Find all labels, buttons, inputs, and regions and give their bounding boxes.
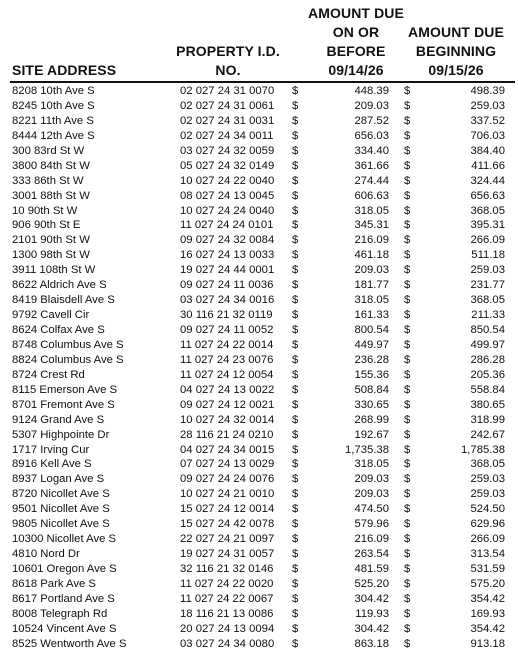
- amount-due-before-cell: 525.20: [354, 577, 389, 590]
- amount-due-before-cell: 304.42: [354, 622, 389, 635]
- site-address-cell: 8444 12th Ave S: [12, 129, 95, 142]
- amount-due-after-cell: 913.18: [470, 637, 505, 650]
- site-address-cell: 9124 Grand Ave S: [12, 413, 105, 426]
- amount-due-before-cell: 304.42: [354, 592, 389, 605]
- amount-due-after-header-line-2: BEGINNING: [415, 43, 497, 59]
- amount-due-after-cell: 395.31: [470, 219, 505, 232]
- amount-due-after-cell: 266.09: [470, 533, 505, 546]
- property-id-cell: 04 027 24 34 0015: [180, 443, 275, 456]
- amount-due-before-cell: 448.39: [354, 85, 389, 97]
- property-id-cell: 10 027 24 32 0014: [180, 413, 275, 426]
- property-id-cell: 02 027 24 31 0031: [180, 114, 275, 127]
- property-id-header-line-1: PROPERTY I.D.: [176, 43, 280, 59]
- amount-due-before-cell: 330.65: [354, 398, 389, 411]
- amount-due-before-cell: 236.28: [354, 353, 389, 366]
- property-id-cell: 11 027 24 22 0067: [180, 592, 274, 605]
- currency-symbol: $: [292, 309, 299, 322]
- currency-symbol: $: [404, 518, 411, 531]
- site-address-cell: 3800 84th St W: [12, 159, 90, 172]
- amount-due-before-cell: 345.31: [354, 219, 389, 232]
- property-id-cell: 10 027 24 24 0040: [180, 204, 275, 217]
- table-row: [0, 413, 518, 428]
- amount-due-after-cell: 380.65: [470, 398, 505, 411]
- site-address-cell: 10 90th St W: [12, 204, 78, 217]
- currency-symbol: $: [404, 144, 411, 157]
- property-id-cell: 11 027 24 24 0101: [180, 219, 274, 232]
- table-row: [0, 218, 518, 233]
- currency-symbol: $: [292, 144, 299, 157]
- table-row: [0, 502, 518, 517]
- currency-symbol: $: [292, 548, 299, 561]
- table-row: [0, 174, 518, 189]
- table-row: [0, 547, 518, 562]
- currency-symbol: $: [404, 533, 411, 546]
- amount-due-before-cell: 606.63: [354, 189, 389, 202]
- amount-due-after-cell: 558.84: [470, 383, 505, 396]
- property-id-cell: 19 027 24 31 0057: [180, 548, 275, 561]
- table-row: [0, 457, 518, 472]
- amount-due-before-cell: 192.67: [354, 428, 389, 441]
- amount-due-before-header-line-2: ON OR: [332, 24, 380, 40]
- table-row: [0, 353, 518, 368]
- table-row: [0, 263, 518, 278]
- amount-due-before-cell: 287.52: [354, 114, 389, 127]
- amount-due-after-cell: 231.77: [470, 279, 505, 292]
- currency-symbol: $: [404, 234, 411, 247]
- amount-due-before-cell: 209.03: [354, 264, 389, 277]
- amount-due-before-cell: 508.84: [354, 383, 389, 396]
- currency-symbol: $: [292, 219, 299, 232]
- property-id-cell: 08 027 24 13 0045: [180, 189, 275, 202]
- table-row: [0, 532, 518, 547]
- amount-due-before-cell: 209.03: [354, 473, 389, 486]
- currency-symbol: $: [292, 368, 299, 381]
- currency-symbol: $: [292, 637, 299, 650]
- property-id-cell: 02 027 24 34 0011: [180, 129, 274, 142]
- amount-due-before-header-line-4: 09/14/26: [328, 62, 384, 78]
- amount-due-after-cell: 354.42: [470, 622, 505, 635]
- currency-symbol: $: [292, 428, 299, 441]
- table-row: [0, 293, 518, 308]
- table-row: [0, 338, 518, 353]
- currency-symbol: $: [292, 264, 299, 277]
- site-address-cell: 300 83rd St W: [12, 144, 85, 157]
- amount-due-after-cell: 354.42: [470, 592, 505, 605]
- property-id-cell: 28 116 21 24 0210: [180, 428, 274, 441]
- amount-due-before-cell: 318.05: [354, 458, 389, 471]
- site-address-cell: 10601 Oregon Ave S: [12, 563, 117, 575]
- site-address-cell: 4810 Nord Dr: [12, 548, 80, 561]
- currency-symbol: $: [404, 219, 411, 232]
- currency-symbol: $: [404, 353, 411, 366]
- currency-symbol: $: [292, 592, 299, 605]
- currency-symbol: $: [404, 488, 411, 501]
- currency-symbol: $: [404, 428, 411, 441]
- amount-due-after-cell: 384.40: [470, 144, 505, 157]
- currency-symbol: $: [292, 174, 299, 187]
- property-id-cell: 11 027 24 23 0076: [180, 353, 274, 366]
- amount-due-before-cell: 263.54: [354, 548, 389, 561]
- currency-symbol: $: [292, 353, 299, 366]
- currency-symbol: $: [404, 264, 411, 277]
- currency-symbol: $: [292, 189, 299, 202]
- header-divider: [10, 81, 515, 83]
- amount-due-before-header-line-1: AMOUNT DUE: [308, 5, 404, 21]
- property-id-cell: 11 027 24 22 0020: [180, 577, 274, 590]
- amount-due-after-cell: 1,785.38: [461, 443, 505, 456]
- property-id-cell: 09 027 24 32 0084: [180, 234, 275, 247]
- amount-due-after-header-line-3: 09/15/26: [428, 62, 484, 78]
- site-address-cell: 10300 Nicollet Ave S: [12, 533, 117, 546]
- property-id-cell: 02 027 24 31 0061: [180, 99, 275, 112]
- currency-symbol: $: [292, 204, 299, 217]
- currency-symbol: $: [404, 398, 411, 411]
- currency-symbol: $: [404, 85, 411, 97]
- currency-symbol: $: [404, 204, 411, 217]
- site-address-cell: 1300 98th St W: [12, 249, 90, 262]
- currency-symbol: $: [292, 85, 299, 97]
- currency-symbol: $: [292, 413, 299, 426]
- currency-symbol: $: [292, 129, 299, 142]
- table-row: [0, 562, 518, 577]
- amount-due-after-cell: 368.05: [470, 294, 505, 307]
- table-row: [0, 84, 518, 99]
- table-row: [0, 323, 518, 338]
- site-address-cell: 9792 Cavell Cir: [12, 309, 90, 322]
- amount-due-after-cell: 629.96: [470, 518, 505, 531]
- amount-due-after-cell: 324.44: [470, 174, 505, 187]
- currency-symbol: $: [404, 324, 411, 336]
- site-address-cell: 8916 Kell Ave S: [12, 458, 92, 471]
- currency-symbol: $: [292, 458, 299, 471]
- currency-symbol: $: [292, 607, 299, 620]
- property-id-cell: 10 027 24 22 0040: [180, 174, 275, 187]
- currency-symbol: $: [292, 324, 299, 336]
- amount-due-after-cell: 318.99: [470, 413, 505, 426]
- currency-symbol: $: [292, 159, 299, 172]
- amount-due-after-cell: 259.03: [470, 99, 505, 112]
- property-id-cell: 32 116 21 32 0146: [180, 563, 274, 575]
- currency-symbol: $: [292, 443, 299, 456]
- property-id-cell: 22 027 24 21 0097: [180, 533, 275, 546]
- table-row: [0, 607, 518, 622]
- currency-symbol: $: [404, 159, 411, 172]
- table-row: [0, 383, 518, 398]
- table-header: [0, 0, 518, 82]
- currency-symbol: $: [404, 174, 411, 187]
- amount-due-before-cell: 209.03: [354, 99, 389, 112]
- amount-due-after-cell: 242.67: [470, 428, 505, 441]
- table-row: [0, 577, 518, 592]
- amount-due-after-cell: 259.03: [470, 473, 505, 486]
- amount-due-after-cell: 259.03: [470, 488, 505, 501]
- property-table-body: [0, 84, 518, 652]
- amount-due-before-cell: 161.33: [354, 309, 389, 322]
- table-row: [0, 159, 518, 174]
- site-address-cell: 8617 Portland Ave S: [12, 592, 115, 605]
- site-address-cell: 3911 108th St W: [12, 264, 96, 277]
- amount-due-after-cell: 531.59: [470, 563, 505, 575]
- amount-due-after-cell: 266.09: [470, 234, 505, 247]
- site-address-cell: 8824 Columbus Ave S: [12, 353, 124, 366]
- amount-due-before-cell: 216.09: [354, 234, 389, 247]
- currency-symbol: $: [292, 518, 299, 531]
- table-row: [0, 443, 518, 458]
- site-address-cell: 8937 Logan Ave S: [12, 473, 105, 486]
- property-id-cell: 30 116 21 32 0119: [180, 309, 273, 322]
- currency-symbol: $: [292, 338, 299, 351]
- amount-due-before-cell: 1,735.38: [345, 443, 389, 456]
- currency-symbol: $: [404, 413, 411, 426]
- table-row: [0, 189, 518, 204]
- table-row: [0, 278, 518, 293]
- amount-due-after-header: [396, 23, 516, 80]
- property-id-cell: 19 027 24 44 0001: [180, 264, 275, 277]
- currency-symbol: $: [292, 114, 299, 127]
- currency-symbol: $: [404, 294, 411, 307]
- currency-symbol: $: [404, 622, 411, 635]
- property-id-header: [166, 42, 290, 80]
- site-address-cell: 8245 10th Ave S: [12, 99, 95, 112]
- currency-symbol: $: [404, 368, 411, 381]
- site-address-cell: 2101 90th St W: [12, 234, 90, 247]
- amount-due-before-cell: 863.18: [354, 637, 389, 650]
- property-id-cell: 07 027 24 13 0029: [180, 458, 275, 471]
- amount-due-before-cell: 119.93: [355, 607, 389, 620]
- site-address-cell: 8208 10th Ave S: [12, 85, 95, 97]
- property-id-cell: 18 116 21 13 0086: [180, 607, 274, 620]
- table-row: [0, 368, 518, 383]
- table-row: [0, 428, 518, 443]
- site-address-cell: 8419 Blaisdell Ave S: [12, 294, 115, 307]
- table-row: [0, 129, 518, 144]
- site-address-cell: 8115 Emerson Ave S: [12, 383, 118, 396]
- amount-due-before-cell: 318.05: [354, 294, 389, 307]
- amount-due-after-cell: 511.18: [471, 249, 505, 262]
- amount-due-before-cell: 800.54: [354, 324, 389, 336]
- amount-due-after-cell: 337.52: [470, 114, 505, 127]
- table-row: [0, 592, 518, 607]
- amount-due-before-cell: 449.97: [354, 338, 389, 351]
- table-row: [0, 248, 518, 263]
- property-id-cell: 09 027 24 12 0021: [180, 398, 275, 411]
- property-id-cell: 02 027 24 31 0070: [180, 85, 275, 97]
- table-row: [0, 622, 518, 637]
- currency-symbol: $: [404, 592, 411, 605]
- table-row: [0, 637, 518, 652]
- table-row: [0, 487, 518, 502]
- table-row: [0, 517, 518, 532]
- amount-due-after-cell: 575.20: [470, 577, 505, 590]
- amount-due-after-cell: 368.05: [470, 204, 505, 217]
- site-address-header-line: SITE ADDRESS: [12, 62, 117, 78]
- property-id-cell: 03 027 24 34 0080: [180, 637, 275, 650]
- currency-symbol: $: [292, 398, 299, 411]
- currency-symbol: $: [404, 309, 411, 322]
- currency-symbol: $: [404, 99, 411, 112]
- table-row: [0, 308, 518, 323]
- site-address-cell: 8624 Colfax Ave S: [12, 324, 105, 336]
- amount-due-before-cell: 361.66: [354, 159, 389, 172]
- site-address-cell: 1717 Irving Cur: [12, 443, 90, 456]
- currency-symbol: $: [404, 189, 411, 202]
- amount-due-before-cell: 216.09: [354, 533, 389, 546]
- amount-due-after-cell: 205.36: [470, 368, 505, 381]
- amount-due-after-cell: 498.39: [470, 85, 505, 97]
- property-id-cell: 05 027 24 32 0149: [180, 159, 275, 172]
- property-id-cell: 09 027 24 11 0052: [180, 324, 274, 336]
- property-id-cell: 03 027 24 34 0016: [180, 294, 275, 307]
- amount-due-before-cell: 318.05: [354, 204, 389, 217]
- property-id-cell: 04 027 24 13 0022: [180, 383, 275, 396]
- currency-symbol: $: [404, 383, 411, 396]
- currency-symbol: $: [404, 503, 411, 516]
- currency-symbol: $: [404, 443, 411, 456]
- site-address-cell: 8748 Columbus Ave S: [12, 338, 124, 351]
- currency-symbol: $: [292, 473, 299, 486]
- site-address-header: [12, 61, 116, 80]
- currency-symbol: $: [292, 577, 299, 590]
- amount-due-after-cell: 706.03: [470, 129, 505, 142]
- amount-due-before-cell: 656.03: [354, 129, 389, 142]
- amount-due-before-cell: 155.36: [354, 368, 389, 381]
- currency-symbol: $: [404, 473, 411, 486]
- site-address-cell: 8008 Telegraph Rd: [12, 607, 108, 620]
- property-id-cell: 09 027 24 11 0036: [180, 279, 274, 292]
- amount-due-after-cell: 411.66: [471, 159, 505, 172]
- currency-symbol: $: [292, 563, 299, 575]
- property-id-header-line-2: NO.: [215, 62, 241, 78]
- currency-symbol: $: [404, 607, 411, 620]
- amount-due-before-cell: 474.50: [354, 503, 389, 516]
- amount-due-before-cell: 268.99: [354, 413, 389, 426]
- currency-symbol: $: [404, 458, 411, 471]
- site-address-cell: 8221 11th Ave S: [12, 114, 94, 127]
- site-address-cell: 8618 Park Ave S: [12, 577, 96, 590]
- site-address-cell: 333 86th St W: [12, 174, 84, 187]
- property-id-cell: 15 027 24 12 0014: [180, 503, 275, 516]
- currency-symbol: $: [292, 488, 299, 501]
- table-row: [0, 233, 518, 248]
- property-id-cell: 11 027 24 22 0014: [180, 338, 274, 351]
- site-address-cell: 5307 Highpointe Dr: [12, 428, 110, 441]
- amount-due-before-cell: 461.18: [354, 249, 389, 262]
- amount-due-after-cell: 169.93: [470, 607, 505, 620]
- currency-symbol: $: [404, 563, 411, 575]
- amount-due-before-cell: 209.03: [354, 488, 389, 501]
- currency-symbol: $: [404, 548, 411, 561]
- table-row: [0, 398, 518, 413]
- currency-symbol: $: [292, 533, 299, 546]
- site-address-cell: 8622 Aldrich Ave S: [12, 279, 107, 292]
- property-id-cell: 11 027 24 12 0054: [180, 368, 274, 381]
- site-address-cell: 3001 88th St W: [12, 189, 90, 202]
- currency-symbol: $: [292, 279, 299, 292]
- site-address-cell: 8720 Nicollet Ave S: [12, 488, 110, 501]
- currency-symbol: $: [404, 338, 411, 351]
- amount-due-before-cell: 181.77: [354, 279, 389, 292]
- currency-symbol: $: [292, 249, 299, 262]
- currency-symbol: $: [404, 577, 411, 590]
- amount-due-after-cell: 259.03: [470, 264, 505, 277]
- site-address-cell: 10524 Vincent Ave S: [12, 622, 117, 635]
- amount-due-after-cell: 656.63: [470, 189, 505, 202]
- property-id-cell: 10 027 24 21 0010: [180, 488, 275, 501]
- amount-due-after-cell: 286.28: [470, 353, 505, 366]
- table-row: [0, 114, 518, 129]
- site-address-cell: 9805 Nicollet Ave S: [12, 518, 110, 531]
- property-id-cell: 03 027 24 32 0059: [180, 144, 275, 157]
- currency-symbol: $: [404, 249, 411, 262]
- currency-symbol: $: [404, 279, 411, 292]
- currency-symbol: $: [292, 503, 299, 516]
- amount-due-after-cell: 850.54: [470, 324, 505, 336]
- property-id-cell: 16 027 24 13 0033: [180, 249, 275, 262]
- currency-symbol: $: [292, 622, 299, 635]
- table-row: [0, 144, 518, 159]
- currency-symbol: $: [292, 234, 299, 247]
- site-address-cell: 8724 Crest Rd: [12, 368, 85, 381]
- table-row: [0, 99, 518, 114]
- property-id-cell: 09 027 24 24 0076: [180, 473, 275, 486]
- amount-due-before-cell: 481.59: [354, 563, 389, 575]
- amount-due-after-cell: 313.54: [470, 548, 505, 561]
- site-address-cell: 8701 Fremont Ave S: [12, 398, 115, 411]
- amount-due-after-header-line-1: AMOUNT DUE: [408, 24, 504, 40]
- amount-due-before-cell: 274.44: [354, 174, 389, 187]
- amount-due-after-cell: 368.05: [470, 458, 505, 471]
- site-address-cell: 8525 Wentworth Ave S: [12, 637, 127, 650]
- amount-due-before-header-line-3: BEFORE: [326, 43, 386, 59]
- amount-due-before-cell: 579.96: [354, 518, 389, 531]
- amount-due-after-cell: 211.33: [471, 309, 505, 322]
- site-address-cell: 906 90th St E: [12, 219, 81, 232]
- amount-due-after-cell: 524.50: [470, 503, 505, 516]
- currency-symbol: $: [404, 637, 411, 650]
- currency-symbol: $: [292, 294, 299, 307]
- amount-due-before-cell: 334.40: [354, 144, 389, 157]
- currency-symbol: $: [292, 383, 299, 396]
- amount-due-after-cell: 499.97: [470, 338, 505, 351]
- site-address-cell: 9501 Nicollet Ave S: [12, 503, 110, 516]
- table-row: [0, 472, 518, 487]
- currency-symbol: $: [292, 99, 299, 112]
- property-id-cell: 20 027 24 13 0094: [180, 622, 275, 635]
- table-row: [0, 204, 518, 219]
- currency-symbol: $: [404, 114, 411, 127]
- currency-symbol: $: [404, 129, 411, 142]
- property-id-cell: 15 027 24 42 0078: [180, 518, 275, 531]
